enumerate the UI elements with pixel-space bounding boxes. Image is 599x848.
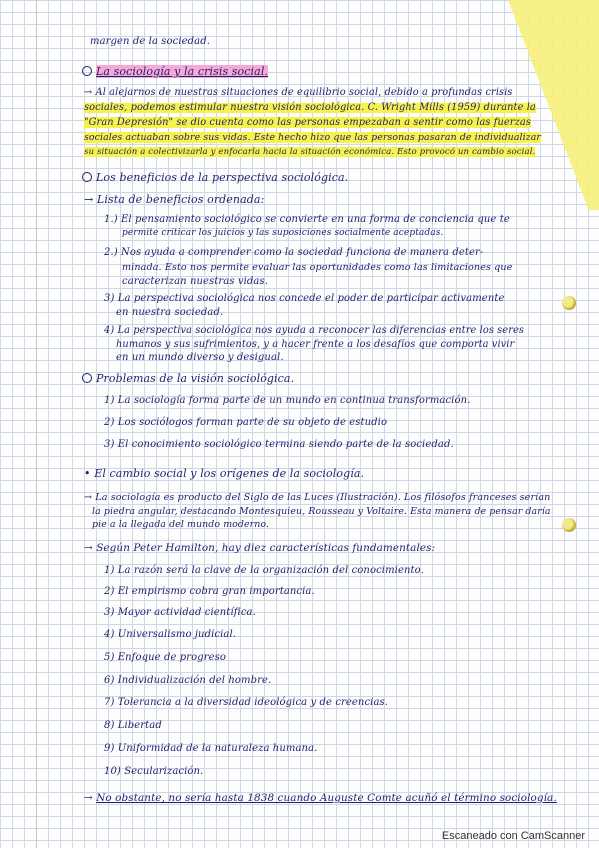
list-item: 9) Uniformidad de la naturaleza humana. xyxy=(104,743,318,754)
list-item-continuation: minada. Esto nos permite evaluar las oportunidades como las limitaciones que xyxy=(122,262,513,273)
text-line: → Según Peter Hamilton, hay diez características fundamentales: xyxy=(84,542,436,554)
text-line: sociales, podemos estimular nuestra visión sociológica. C. Wright Mills (1959) durante la xyxy=(84,102,536,113)
list-item: 3) Mayor actividad científica. xyxy=(104,607,256,618)
subsection-heading: → Lista de beneficios ordenada: xyxy=(84,193,265,206)
list-item: 5) Enfoque de progreso xyxy=(104,652,226,663)
circle-bullet-icon xyxy=(82,66,92,76)
text-line: → La sociología es producto del Siglo de las Luces (Ilustración). Los filósofos franceses serían xyxy=(84,492,551,503)
section-heading: Problemas de la visión sociológica. xyxy=(82,373,294,384)
list-item: 1.) El pensamiento sociológico se convierte en una forma de conciencia que te xyxy=(104,214,510,225)
list-item-continuation: permite criticar los juicios y las suposiciones socialmente aceptadas. xyxy=(122,228,444,238)
section-heading: Los beneficios de la perspectiva sociológica. xyxy=(82,172,348,183)
binder-hole xyxy=(562,518,576,532)
list-item-continuation: caracterizan nuestras vidas. xyxy=(122,276,268,287)
text-line: sociales actuaban sobre sus vidas. Este hecho hizo que las personas pasaran de individualizar xyxy=(84,132,542,143)
list-item: 1) La razón será la clave de la organización del conocimiento. xyxy=(104,565,424,576)
text-line: → Al alejarnos de nuestras situaciones de equilibrio social, debido a profundas crisis xyxy=(84,87,513,98)
margin-line xyxy=(36,0,37,848)
list-item: 3) La perspectiva sociológica nos concede el poder de participar activamente xyxy=(104,293,505,304)
circle-bullet-icon xyxy=(82,172,92,182)
list-item: 1) La sociología forma parte de un mundo en continua transformación. xyxy=(104,395,471,406)
text-line: pie a la llegada del mundo moderno. xyxy=(92,519,270,530)
list-item: 2) El empirismo cobra gran importancia. xyxy=(104,586,315,597)
list-item: 7) Tolerancia a la diversidad ideológica y de creencias. xyxy=(104,697,389,708)
text-line: → No obstante, no sería hasta 1838 cuando Auguste Comte acuñó el término sociología. xyxy=(84,792,557,804)
list-item-continuation: humanos y sus sufrimientos, y a hacer frente a los desafíos que comporta vivir xyxy=(116,339,515,350)
circle-bullet-icon xyxy=(82,373,92,383)
list-item: 6) Individualización del hombre. xyxy=(104,675,272,686)
list-item: 3) El conocimiento sociológico termina siendo parte de la sociedad. xyxy=(104,439,454,450)
list-item: 2) Los sociólogos forman parte de su objeto de estudio xyxy=(104,417,388,428)
list-item: 8) Libertad xyxy=(104,720,162,731)
list-item: 2.) Nos ayuda a comprender como la sociedad funciona de manera deter- xyxy=(104,247,484,258)
section-heading: • El cambio social y los orígenes de la sociología. xyxy=(84,467,365,480)
text-line: la piedra angular, destacando Montesquieu, Rousseau y Voltaire. Esta manera de pensar daría xyxy=(92,506,551,517)
list-item: 4) Universalismo judicial. xyxy=(104,629,237,640)
binder-hole xyxy=(562,296,576,310)
list-item-continuation: en nuestra sociedad. xyxy=(116,307,224,318)
section-heading: La sociología y la crisis social. xyxy=(82,66,268,77)
scanner-watermark: Escaneado con CamScanner xyxy=(441,830,585,842)
text-line: "Gran Depresión" se dio cuenta como las personas empezaban a sentir como las fuerzas xyxy=(84,117,531,128)
list-item-continuation: en un mundo diverso y desigual. xyxy=(116,352,284,363)
list-item: 10) Secularización. xyxy=(104,766,204,777)
text-line: su situación a colectivizarla y enfocarla hacia la situación económica. Esto provocó un cambio social. xyxy=(84,147,536,157)
text-line: margen de la sociedad. xyxy=(90,36,211,47)
list-item: 4) La perspectiva sociológica nos ayuda a reconocer las diferencias entre los seres xyxy=(104,325,525,336)
